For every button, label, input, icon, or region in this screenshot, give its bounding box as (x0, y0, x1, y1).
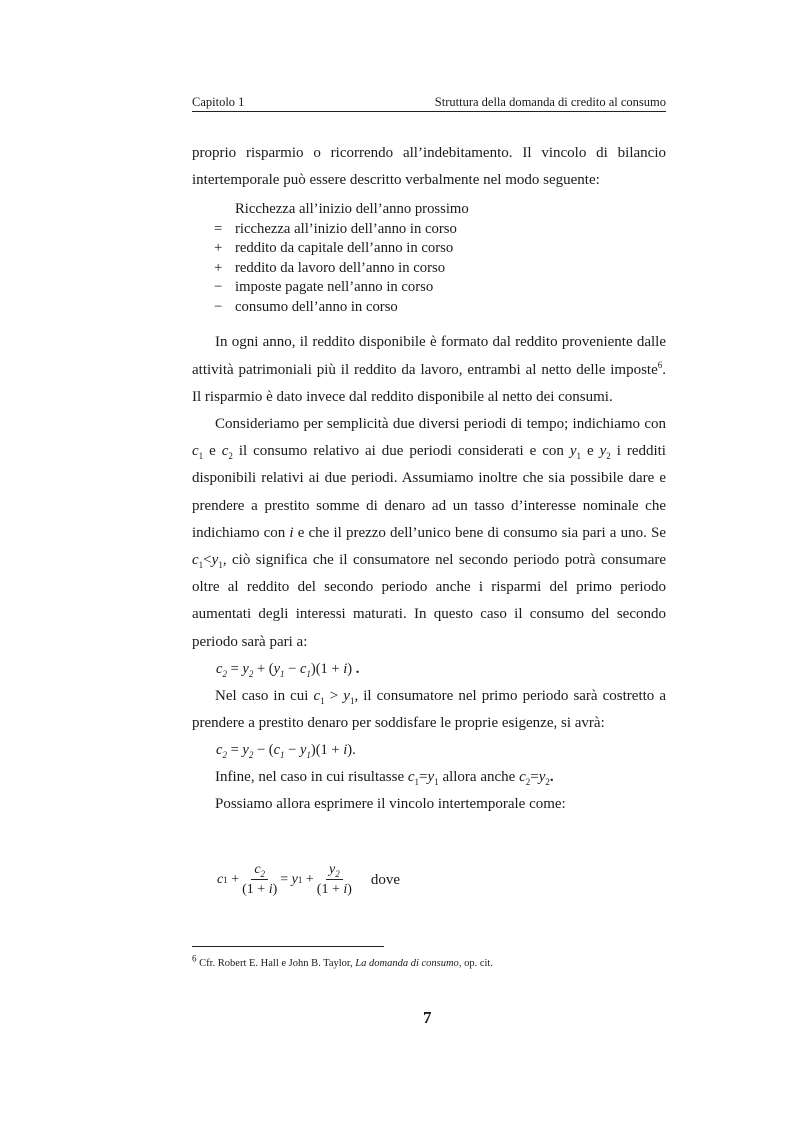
list-item: − imposte pagate nell’anno in corso (214, 279, 434, 296)
equation-saving: $c_2 = y_2 + (y_1 - c_1)(1 + i)$ . (216, 660, 360, 679)
budget-list (214, 200, 666, 317)
list-item: Ricchezza all’inizio dell’anno prossimo (235, 201, 469, 218)
paragraph-6: Possiamo allora esprimere il vincolo intertemporale come: (215, 796, 566, 813)
section-title: Struttura della domanda di credito al consumo (434, 95, 666, 109)
paragraph-4: Nel caso in cui $c_1 > y_1$, il consumatore nel primo periodo sarà costretto a prendere a prestito denaro per soddisfare le proprie esigenze, si avrà: (192, 687, 666, 732)
page-body (192, 140, 666, 819)
equation-intertemporal: c 1 + $\frac{c_2}{(1 + i)}$ = y 1 + $\frac{y_2}{(1 + i)}$ dove (217, 862, 401, 897)
paragraph-2: In ogni anno, il reddito disponibile è formato dal reddito proveniente dalle attività patrimoniali più il reddito da lavoro, entrambi al netto delle imposte$^6$. Il risparmio è dato invece dal reddito disponibile al netto dei consumi. (192, 334, 666, 405)
chapter-label: Capitolo 1 (192, 95, 245, 109)
page-header (192, 95, 666, 112)
list-item: − consumo dell’anno in corso (214, 298, 398, 315)
footnote: $^6$ Cfr. Robert E. Hall e John B. Taylor, La domanda di consumo, op. cit. (192, 953, 493, 969)
dove-label: dove (370, 871, 401, 888)
footnote-ref[interactable]: 6 (657, 359, 663, 370)
footnote-separator (192, 946, 384, 947)
paragraph-3: Consideriamo per semplicità due diversi periodi di tempo; indichiamo con $c_1$ e $c_2$ il consumo relativo ai due periodi considerati e con $y_1$ e $y_2$ i redditi disponibili relativi ai due periodi. Assumiamo inoltre che sia possibile dare e prendere a prestito somme di denaro ad un tasso d’interesse nominale che indichiamo con i e che il prezzo dell’unico bene di consumo sia pari a uno. Se $c_1<y_1$, ciò significa che il consumatore nel secondo periodo potrà consumare oltre al reddito del secondo periodo anche i risparmi del primo periodo aumentati degli interessi maturati. In questo caso il consumo del secondo periodo sarà pari a: (192, 416, 666, 650)
page-number: 7 (423, 1008, 432, 1027)
paragraph-5: Infine, nel caso in cui risultasse $c_1=y_1$ allora anche $c_2=y_2$. (215, 769, 554, 788)
equation-borrow: $c_2 = y_2 - (c_1 - y_1)(1 + i)$. (216, 742, 356, 761)
paragraph-1: proprio risparmio o ricorrendo all’indebitamento. Il vincolo di bilancio intertemporale può essere descritto verbalmente nel modo seguente: (192, 145, 666, 189)
list-item: + reddito da lavoro dell’anno in corso (214, 259, 446, 276)
list-item: = ricchezza all’inizio dell’anno in corso (214, 220, 457, 237)
list-item: + reddito da capitale dell’anno in corso (214, 240, 454, 257)
